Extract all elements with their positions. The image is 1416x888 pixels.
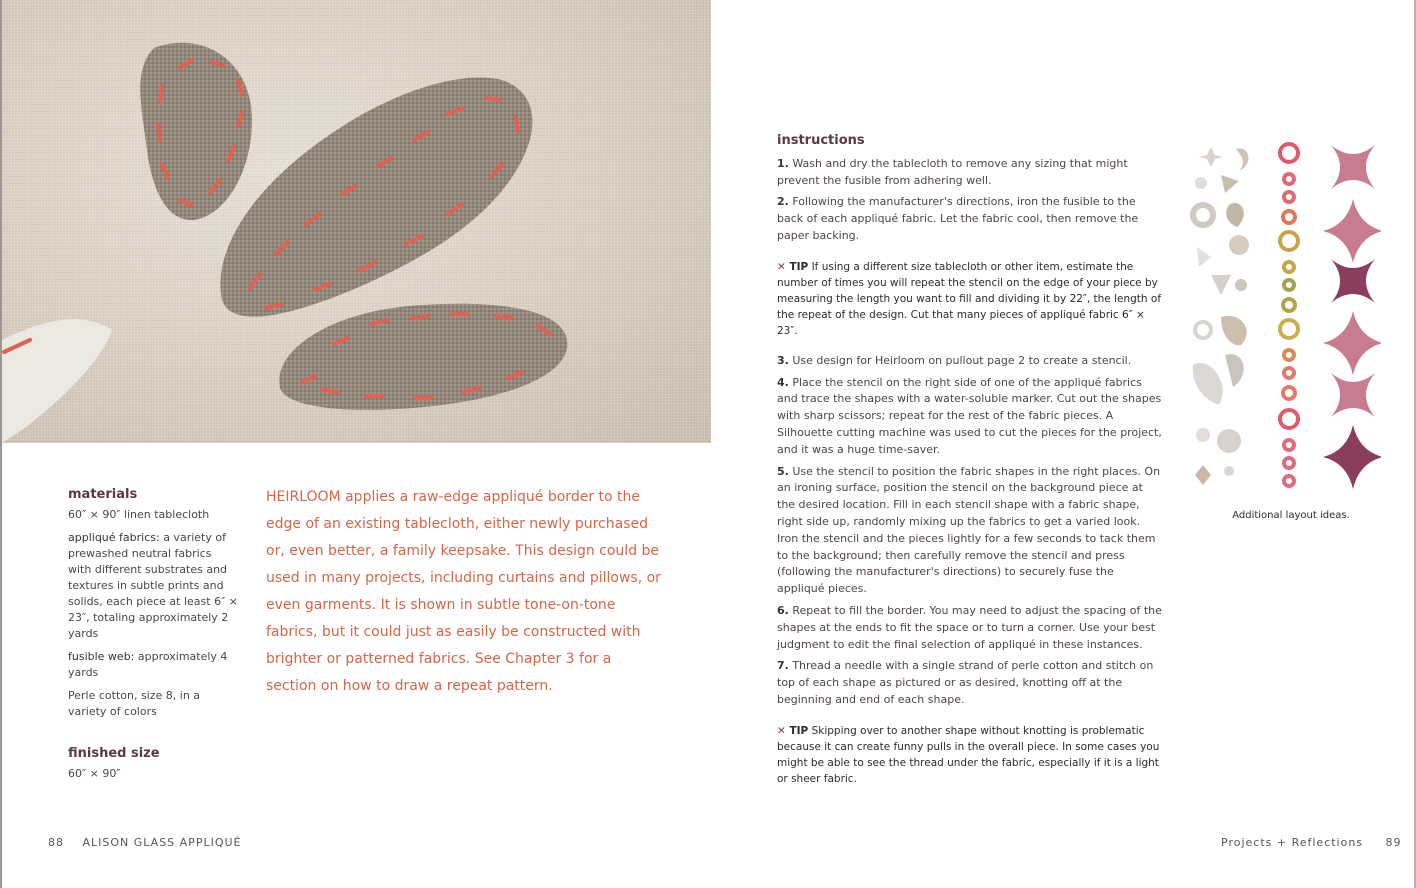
materials-heading: materials <box>68 487 138 502</box>
applique-photo <box>2 0 711 443</box>
page-number: 89 <box>1385 836 1402 849</box>
material-item: 60″ × 90″ linen tablecloth <box>68 508 210 521</box>
star-shapes-column <box>1323 145 1381 489</box>
tip-x-icon: ✕ <box>777 260 790 273</box>
finished-size-heading: finished size <box>68 746 160 761</box>
tip-box: ✕ TIP Skipping over to another shape without knotting is problematic because it can create funny pulls in the overall piece. In some cases you might be able to see the thread under the fabric, especially if it is a light or sheer fabric. <box>777 724 1160 785</box>
left-page <box>2 0 711 888</box>
step-item: 4. Place the stencil on the right side of one of the appliqué fabrics and trace the shapes with a water-soluble marker. Cut out the shapes with sharp scissors; repeat for the rest of the fabric pieces. A Silhouette cutting machine was used to cut the pieces for the project, and it was a huge time-saver. <box>777 375 1162 456</box>
step-item: 6. Repeat to fill the border. You may need to adjust the spacing of the shapes at the ends to fit the space or to turn a corner. Use your best judgment to edit the final selection of appliqué in these instances. <box>777 603 1162 651</box>
step-item: 1. Wash and dry the tablecloth to remove any sizing that might prevent the fusible from adhering well. <box>777 156 1128 187</box>
leaf-shape <box>279 304 567 410</box>
intro-paragraph <box>266 484 666 700</box>
material-item: Perle cotton, size 8, in a variety of colors <box>68 689 201 718</box>
page-number: 88 <box>48 836 64 849</box>
layout-ideas-illustration <box>1181 135 1381 495</box>
neutral-shapes-column <box>1193 147 1249 485</box>
leaf-shape <box>220 78 532 317</box>
left-footer <box>48 836 241 849</box>
tip-x-icon: ✕ <box>777 724 790 737</box>
instructions-heading: instructions <box>777 133 865 148</box>
material-item: appliqué fabrics: a variety of prewashed neutral fabrics with different substrates and textures in subtle prints and solids, each piece at least 6″ × 23″, totaling approximately 2 yards <box>68 531 238 640</box>
tip-box: ✕ TIP If using a different size tablecloth or other item, estimate the number of times you will repeat the stencil on the edge of your piece by measuring the length you want to fill and dividing it by 22″, the length of the repeat of the design. Cut that many pieces of appliqué fabric 6″ × 23″. <box>777 260 1162 337</box>
right-page <box>711 0 1414 888</box>
ring-shapes-column <box>1280 144 1298 486</box>
applique-leaves-illustration <box>2 0 711 443</box>
running-title: ALISON GLASS APPLIQUÉ <box>82 836 242 849</box>
step-item: 3. Use design for Heirloom on pullout page 2 to create a stencil. <box>777 353 1132 367</box>
instructions-section <box>777 133 1163 801</box>
step-item: 2. Following the manufacturer's directions, iron the fusible to the back of each appliqué fabric. Let the fabric cool, then remove the paper backing. <box>777 195 1139 242</box>
materials-sidebar <box>68 487 238 789</box>
step-item: 7. Thread a needle with a single strand of perle cotton and stitch on top of each shape as pictured or as desired, knotting off at the beginning and end of each shape. <box>777 659 1154 706</box>
step-item: 5. Use the stencil to position the fabric shapes in the right places. On an ironing surface, position the stencil on the background piece at the desired location. Fill in each stencil shape with a fabric shape, right side up, randomly mixing up the fabrics to get a varied look. Iron the stencil and the pieces lightly for a few seconds to tack them to the background; then carefully remove the stencil and press (following the manufacturer's directions) to securely fuse the appliqué pieces. <box>777 464 1161 596</box>
layout-caption: Additional layout ideas. <box>1232 510 1350 521</box>
running-title: Projects + Reflections <box>1221 836 1364 849</box>
finished-size-value: 60″ × 90″ <box>68 767 121 780</box>
material-item: fusible web: approximately 4 yards <box>68 650 228 679</box>
right-footer <box>1221 836 1402 849</box>
fabric-fragment <box>2 319 112 443</box>
intro-text: HEIRLOOM applies a raw-edge appliqué border to the edge of an existing tablecloth, either newly purchased or, even better, a family keepsake. This design could be used in many projects, including curtains and pillows, or even garments. It is shown in subtle tone-on-tone fabrics, but it could just as easily be constructed with brighter or patterned fabrics. See Chapter 3 for a section on how to draw a repeat pattern. <box>266 489 661 694</box>
